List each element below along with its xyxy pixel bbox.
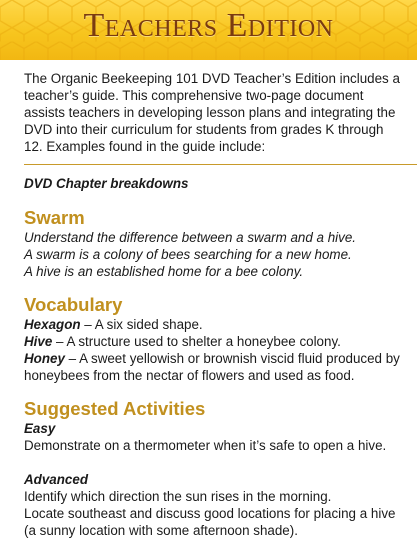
vocab-term: Hexagon [24,317,81,332]
vocab-item [24,333,401,350]
intro-paragraph: The Organic Beekeeping 101 DVD Teacher’s Edition includes a teacher’s guide. This comprehensive two-page document assists teachers in developing lesson plans and integrating the DVD into their curriculum for students from grades K through 12. Examples found in the guide include: [24,71,400,154]
swarm-heading: Swarm [24,207,85,228]
vocab-definition: – A six sided shape. [80,317,203,332]
vocabulary-heading: Vocabulary [24,294,123,315]
vocab-definition: – A sweet yellowish or brownish viscid fluid produced by honeybees from the nectar of flowers and used as food. [24,351,400,383]
section-divider [24,164,417,165]
advanced-activity: Identify which direction the sun rises in the morning. [24,489,332,504]
advanced-label: Advanced [24,472,88,487]
easy-activity: Demonstrate on a thermometer when it’s safe to open a hive. [24,438,387,453]
activities-heading: Suggested Activities [24,398,206,419]
chapters-heading: DVD Chapter breakdowns [24,176,189,191]
advanced-activity: Locate southeast and discuss good locations for placing a hive (a sunny location with some afternoon shade). [24,506,396,538]
vocab-item [24,350,401,384]
vocab-definition: – A structure used to shelter a honeybee colony. [52,334,341,349]
swarm-line: Understand the difference between a swarm and a hive. [24,230,356,245]
easy-label: Easy [24,421,56,436]
document-body [0,70,417,155]
vocab-item [24,316,401,333]
header-banner [0,0,417,60]
swarm-line: A hive is an established home for a bee colony. [24,264,304,279]
swarm-line: A swarm is a colony of bees searching for a new home. [24,247,352,262]
vocab-term: Hive [24,334,53,349]
vocab-term: Honey [24,351,65,366]
page-title: Teachers Edition [83,7,334,44]
